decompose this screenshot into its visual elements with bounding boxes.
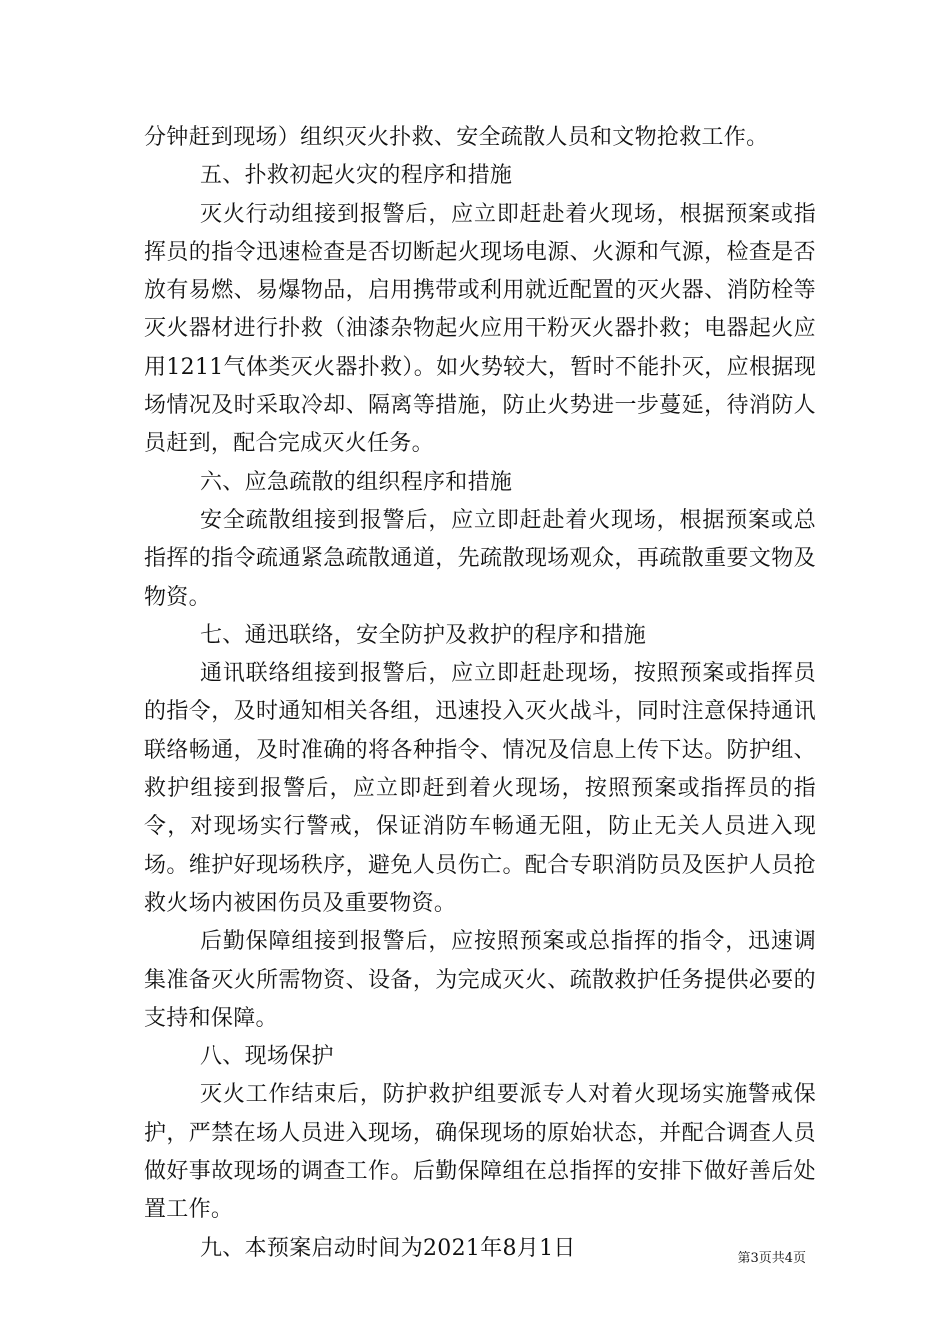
paragraph-logistics: 后勤保障组接到报警后，应按照预案或总指挥的指令，迅速调集准备灭火所需物资、设备，为完成灭火、疏散救护任务提供必要的支持和保障。 xyxy=(144,929,816,1031)
paragraph-site-protection: 灭火工作结束后，防护救护组要派专人对着火现场实施警戒保护，严禁在场人员进入现场，确保现场的原始状态，并配合调查人员做好事故现场的调查工作。后勤保障组在总指挥的安排下做好善后处置工作。 xyxy=(144,1082,816,1223)
paragraph-fire-fighting: 灭火行动组接到报警后，应立即赶赴着火现场，根据预案或指挥员的指令迅速检查是否切断起火现场电源、火源和气源，检查是否放有易燃、易爆物品，启用携带或利用就近配置的灭火器、消防栓等灭火器材进行扑救（油漆杂物起火应用干粉灭火器扑救；电器起火应用1211气体类灭火器扑救）。如火势较大，暂时不能扑灭，应根据现场情况及时采取冷却、隔离等措施，防止火势进一步蔓延，待消防人员赶到，配合完成灭火任务。 xyxy=(144,201,816,457)
paragraph-continuation: 分钟赶到现场）组织灭火扑救、安全疏散人员和文物抢救工作。 xyxy=(144,125,769,150)
section-heading-8: 八、现场保护 xyxy=(200,1044,334,1070)
paragraph-evacuation: 安全疏散组接到报警后，应立即赶赴着火现场，根据预案或总指挥的指令疏通紧急疏散通道，先疏散现场观众，再疏散重要文物及物资。 xyxy=(144,507,816,610)
page-number-footer: 第3页共4页 xyxy=(737,1251,806,1266)
paragraph-communication: 通讯联络组接到报警后，应立即赶赴现场，按照预案或指挥员的指令，及时通知相关各组，迅速投入灭火战斗，同时注意保持通讯联络畅通，及时准确的将各种指令、情况及信息上传下达。防护组、救护组接到报警后，应立即赶到着火现场，按照预案或指挥员的指令，对现场实行警戒，保证消防车畅通无阻，防止无关人员进入现场。维护好现场秩序，避免人员伤亡。配合专职消防员及医护人员抢救火场内被困伤员及重要物资。 xyxy=(144,661,816,916)
section-heading-7: 七、通迅联络，安全防护及救护的程序和措施 xyxy=(200,622,647,648)
section-heading-5: 五、扑救初起火灾的程序和措施 xyxy=(200,163,513,189)
section-heading-6: 六、应急疏散的组织程序和措施 xyxy=(200,469,513,495)
document-body xyxy=(144,119,816,1268)
section-heading-9: 九、本预案启动时间为2021年8月1日 xyxy=(200,1235,576,1261)
